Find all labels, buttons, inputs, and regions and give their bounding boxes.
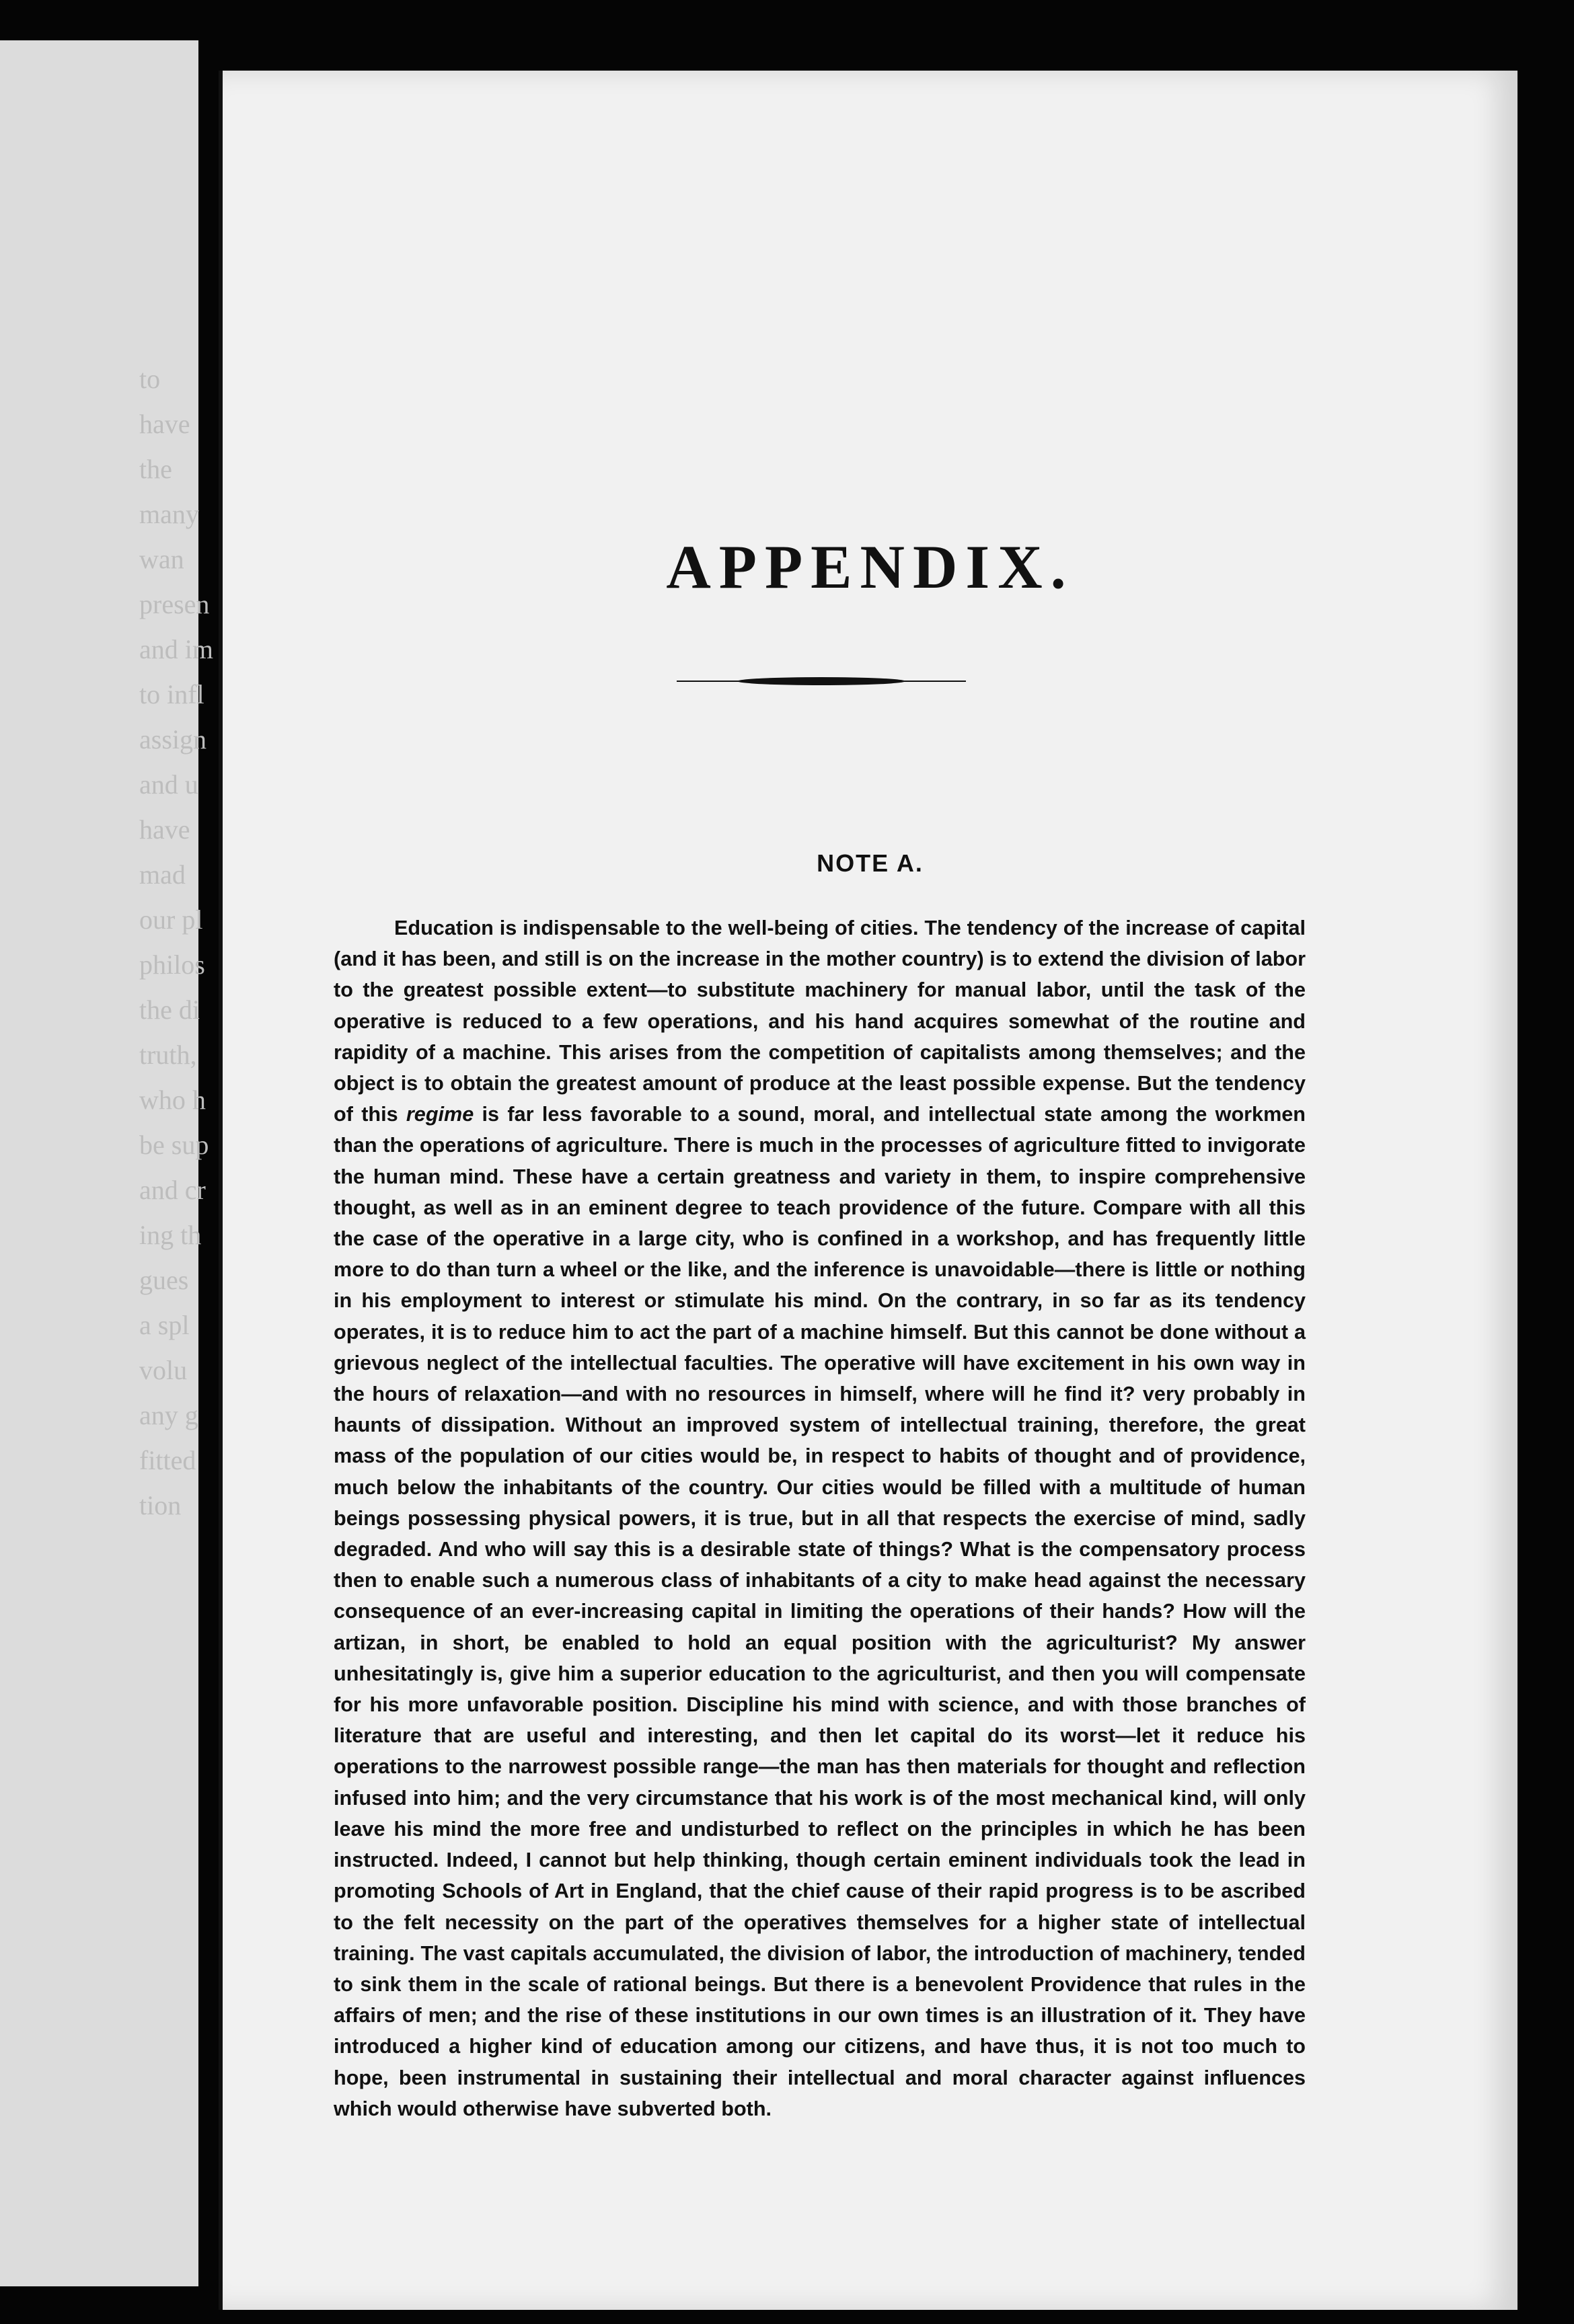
body-text-italic: regime: [406, 1103, 474, 1126]
document-page: [219, 71, 1517, 2310]
facing-page-fragment: gues: [139, 1265, 189, 1295]
facing-page-fragment: and cr: [139, 1175, 206, 1205]
facing-page-fragment: have: [139, 409, 190, 439]
facing-page-fragment: to infl: [139, 679, 204, 709]
facing-page-fragment: tion: [139, 1490, 182, 1520]
facing-page-fragment: our pl: [139, 904, 203, 935]
facing-page-fragment: many: [139, 499, 199, 529]
ornamental-rule: [737, 677, 905, 685]
facing-page-fragment: and im: [139, 634, 213, 664]
facing-page-fragment: assign: [139, 724, 207, 754]
facing-page-fragment: wan: [139, 544, 184, 574]
body-text-part-2: is far less favorable to a sound, moral, and intellectual state among the workmen than the operations of agriculture. There is much in the processes of agriculture fitted to invigorate the human mind. These have a certain greatness and variety in them, to inspire comprehensive thought, as well as in an eminent degree to teach providence of the future. Compare with all this the case of the operative in a large city, who is confined in a workshop, and has frequently little more to do than turn a wheel or the like, and the inference is unavoidable—there is little or nothing in his employment to interest or stimulate his mind. On the contrary, in so far as its tendency operates, it is to reduce him to act the part of a machine himself. But this cannot be done without a grievous neglect of the intellectual faculties. The operative will have excitement in his own way in the hours of relaxation—and with no resources in himself, where will he find it? very probably in haunts of dissipation. Without an improved system of intellectual training, therefore, the great mass of the population of our cities would be, in respect to habits of thought and of providence, much below the inhabitants of the country. Our cities would be filled with a multitude of human beings possessing physical powers, it is true, but in all that respects the exercise of mind, sadly degraded. And who will say this is a desirable state of things? What is the compensatory process then to enable such a numerous class of inhabitants of a city to make head against the necessary consequence of an ever-increasing capital in limiting the operations of their hands? How will the artizan, in short, be enabled to hold an equal position with the agriculturist? My answer unhesitatingly is, give him a superior education to the agriculturist, and then you will compensate for his more unfavorable position. Discipline his mind with science, and with those branches of literature that are useful and interesting, and then let capital do its worst—let it reduce his operations to the narrowest possible range—the man has then materials for thought and reflection infused into him; and the very circumstance that his work is of the most mechanical kind, will only leave his mind the more free and undisturbed to reflect on the principles in which he has been instructed. Indeed, I cannot but help thinking, though certain eminent individuals took the lead in promoting Schools of Art in England, that the chief cause of their rapid progress is to be ascribed to the felt necessity on the part of the operatives themselves for a higher state of intellectual training. The vast capitals accumulated, the division of labor, the introduction of machinery, tended to sink them in the scale of rational beings. But there is a benevolent Providence that rules in the affairs of men; and the rise of these institutions in our own times is an illustration of it. They have introduced a higher kind of education among our citizens, and have thus, it is not too much to hope, been instrumental in sustaining their intellectual and moral character against influences which would otherwise have subverted both.: [334, 1103, 1306, 2120]
facing-page-fragment: truth,: [139, 1040, 197, 1070]
facing-page-fragment: mad: [139, 859, 186, 890]
facing-page-fragment: who h: [139, 1085, 206, 1115]
facing-page-fragment: any g: [139, 1400, 198, 1430]
facing-page-fragment: the: [139, 454, 172, 484]
facing-page-fragment: fitted: [139, 1445, 196, 1475]
facing-page-fragment: the di: [139, 995, 200, 1025]
facing-page-edge: [0, 40, 213, 2286]
facing-page-text-fragments: [139, 356, 213, 1528]
facing-page-fragment: volu: [139, 1355, 188, 1385]
facing-page-fragment: have: [139, 814, 190, 845]
facing-page-fragment: philos: [139, 950, 205, 980]
facing-page-fragment: to: [139, 364, 161, 394]
facing-page-fragment: be sup: [139, 1130, 209, 1160]
facing-page-fragment: presen: [139, 589, 210, 619]
note-body-paragraph: [334, 913, 1306, 2124]
facing-page-fragment: ing th: [139, 1220, 202, 1250]
facing-page-fragment: a spl: [139, 1310, 190, 1340]
page-title: APPENDIX.: [666, 533, 1074, 601]
body-text-part-1: Education is indispensable to the well-being of cities. The tendency of the increase of capital (and it has been, and still is on the increase in the mother country) is to extend the division of labor to the greatest possible extent—to substitute machinery for manual labor, until the task of the operative is reduced to a few operations, and his hand acquires somewhat of the routine and rapidity of a machine. This arises from the competition of capitalists among themselves; and the object is to obtain the greatest amount of produce at the least possible expense. But the tendency of this: [334, 917, 1306, 1126]
note-heading: NOTE A.: [817, 849, 924, 877]
facing-page-fragment: and u: [139, 769, 198, 800]
